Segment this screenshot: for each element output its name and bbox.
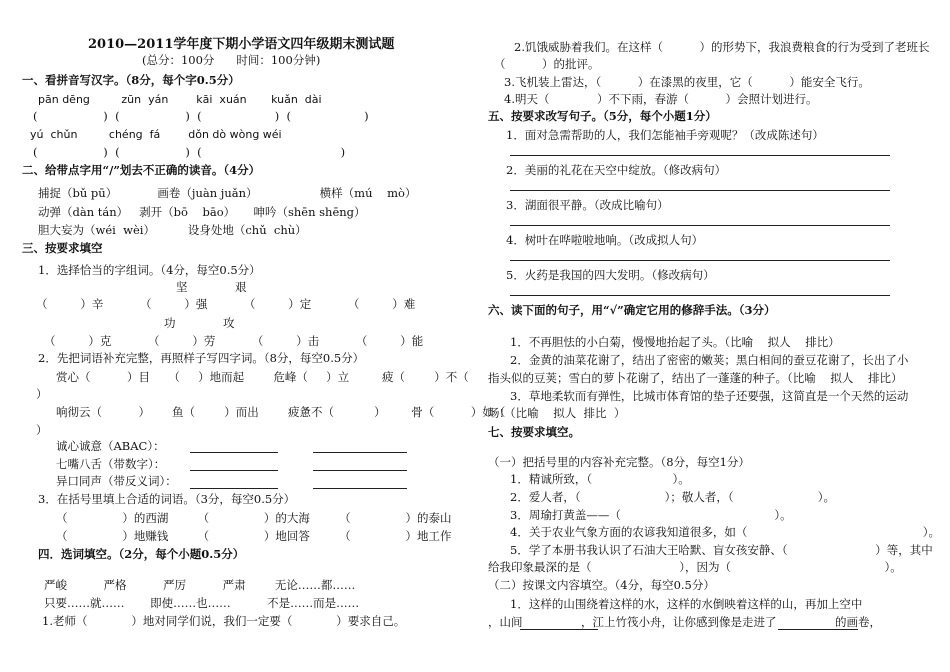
s3-idiom-row-1: 赏心（ ）目 （ ）地而起 危峰（ ）立 疲（ ）不（	[56, 370, 469, 384]
s3-idiom-row-2: 响彻云（ ） 鱼（ ）而出 疲惫不（ ） 骨（ ）如（	[56, 405, 506, 419]
pronunciation-row-2: 动弹（dàn tán） 剥开（bō bāo） 呻吟（shēn shēng）	[38, 205, 366, 219]
s3-question-2: 2．先把词语补充完整，再照样子写四字词。（8分，每空0.5分）	[38, 351, 365, 365]
s3-idiom-row-1-end: ）	[36, 387, 48, 401]
answer-line	[510, 190, 890, 191]
answer-line	[510, 295, 890, 296]
s3-idiom-row-2-end: ）	[36, 423, 48, 437]
s3-question-1: 1．选择恰当的字组词。（4分，每空0.5分）	[38, 263, 261, 277]
answer-line	[313, 488, 407, 489]
s5-question-1: 1．面对急需帮助的人，我们怎能袖手旁观呢？（改成陈述句）	[506, 128, 824, 142]
answer-line	[510, 260, 890, 261]
s4-word-options-2: 只要……就…… 即使……也…… 不是……而是……	[44, 596, 360, 610]
s5-question-2: 2．美丽的礼花在天空中绽放。（修改病句）	[506, 163, 727, 177]
s3-fill-row-2: （ ）克 （ ）劳 （ ）击 （ ）能	[44, 334, 424, 348]
s5-question-5: 5．火药是我国的四大发明。（修改病句）	[506, 268, 715, 282]
s4-question-2a: 2.饥饿威胁着我们。在这样（ ）的形势下，我浪费粮食的行为受到了老班长	[514, 40, 930, 54]
s6-question-1: 1．不再胆怯的小白菊，慢慢地抬起了头。（比喻 拟人 排比）	[510, 335, 840, 349]
answer-line	[510, 155, 890, 156]
s3-word-row-2: （ ）地赚钱 （ ）地回答 （ ）地工作	[56, 529, 452, 543]
s7-question-2: 2．爱人者，（ ）；敬人者，（ ）。	[510, 490, 835, 504]
answer-line	[190, 488, 278, 489]
pronunciation-row-3: 胆大妄为（wéi wèi） 设身处地（chǔ chù）	[38, 223, 307, 237]
s7-question-5a: 5．学了本册书我认识了石油大王哈默、盲女孩安静、（ ）等，其中	[510, 543, 933, 557]
section7-heading: 七、按要求填空。	[488, 425, 580, 439]
s7-question-6b: ，山间 ，江上竹筏小舟，让你感到像是走进了 的画卷，	[488, 615, 881, 629]
s3-char-options-2: 功 攻	[164, 316, 235, 330]
s3-number-label: 七嘴八舌（带数字）：	[56, 457, 166, 471]
s7-question-1: 1．精诚所致，（ ）。	[510, 472, 690, 486]
s4-question-1: 1.老师（ ）地对同学们说，我们一定要（ ）要求自己。	[42, 614, 406, 628]
s7-subsection-2: （二）按课文内容填空。（4分，每空0.5分）	[488, 578, 715, 592]
answer-paren-row-1: ( ) ( ) ( ) ( )	[33, 109, 369, 123]
answer-paren-row-2: ( ) ( ) ( )	[33, 145, 346, 159]
s5-question-4: 4．树叶在哗啦啦地响。（改成拟人句）	[506, 233, 704, 247]
s6-question-3a: 3．草地柔软而有弹性，比城市体育馆的垫子还要强，这简直是一个天然的运动	[510, 389, 909, 403]
s6-question-3b: 场!（比喻 拟人 排比 ）	[488, 406, 626, 420]
s7-question-6a: 1．这样的山围绕着这样的水，这样的水倒映着这样的山，再加上空中	[510, 597, 863, 611]
page-title: 2010—2011学年度下期小学语文四年级期末测试题	[88, 37, 395, 52]
answer-line	[778, 629, 858, 630]
s3-abac-label: 诚心诚意（ABAC）：	[56, 439, 165, 453]
s4-word-options-1: 严峻 严格 严厉 严肃 无论……都……	[44, 578, 356, 592]
s7-subsection-1: （一）把括号里的内容补充完整。（8分，每空1分）	[488, 455, 750, 469]
s3-fill-row-1: （ ）辛 （ ）强 （ ）定 （ ）难	[36, 297, 416, 311]
s4-question-2b: （ ）的批评。	[494, 57, 600, 71]
s7-question-5b: 给我印象最深的是（ ），因为（ ）。	[488, 560, 902, 574]
section1-heading: 一、看拼音写汉字。（8分，每个字0.5分）	[22, 73, 240, 87]
s7-question-4: 4．关于农业气象方面的农谚我知道很多，如（ ）。	[510, 525, 941, 539]
section3-heading: 三、按要求填空	[22, 241, 103, 255]
answer-line	[510, 225, 890, 226]
answer-line	[313, 452, 407, 453]
s3-question-3: 3．在括号里填上合适的词语。（3分，每空0.5分）	[38, 492, 296, 506]
section5-heading: 五、按要求改写句子。（5分，每个小题1分）	[488, 109, 717, 123]
answer-line	[190, 470, 278, 471]
s6-question-2b: 指头似的豆荚；雪白的萝卜花谢了，结出了一蓬蓬的种子。（比喻 拟人 排比）	[488, 371, 903, 385]
s4-question-3: 3.飞机装上雷达，（ ）在漆黑的夜里，它（ ）能安全飞行。	[504, 75, 870, 89]
section2-heading: 二、给带点字用“/”划去不正确的读音。（4分）	[22, 163, 261, 177]
s7-question-3: 3．周瑜打黄盖——（ ）。	[510, 508, 792, 522]
s6-question-2a: 2．金黄的油菜花谢了，结出了密密的嫩荚；黑白相间的蚕豆花谢了，长出了小	[510, 353, 909, 367]
s3-char-options-1: 坚 艰	[176, 280, 247, 294]
s4-question-4: 4.明天（ ）不下雨，春游（ ）会照计划进行。	[504, 92, 818, 106]
answer-line	[190, 452, 278, 453]
answer-line	[313, 470, 407, 471]
pronunciation-row-1: 捕捉（bǔ pū） 画卷（juàn juǎn） 横样（mú mò）	[38, 186, 417, 200]
page-subtitle: (总分：100分 时间：100分钟)	[142, 53, 321, 67]
s3-antonym-label: 异口同声（带反义词）：	[56, 474, 177, 488]
answer-line	[520, 629, 598, 630]
s3-word-row-1: （ ）的西湖 （ ）的大海 （ ）的泰山	[56, 511, 452, 525]
section6-heading: 六、读下面的句子，用“√”确定它用的修辞手法。（3分）	[488, 303, 776, 317]
section4-heading: 四．选词填空。（2分，每个小题0.5分）	[38, 547, 245, 561]
pinyin-row-1: pān dēng zūn yán kāi xuán kuǎn dài	[38, 93, 322, 106]
s5-question-3: 3．湖面很平静。（改成比喻句）	[506, 198, 669, 212]
pinyin-row-2: yú chǔn chéng fá dǒn dò wòng wéi	[30, 128, 282, 141]
